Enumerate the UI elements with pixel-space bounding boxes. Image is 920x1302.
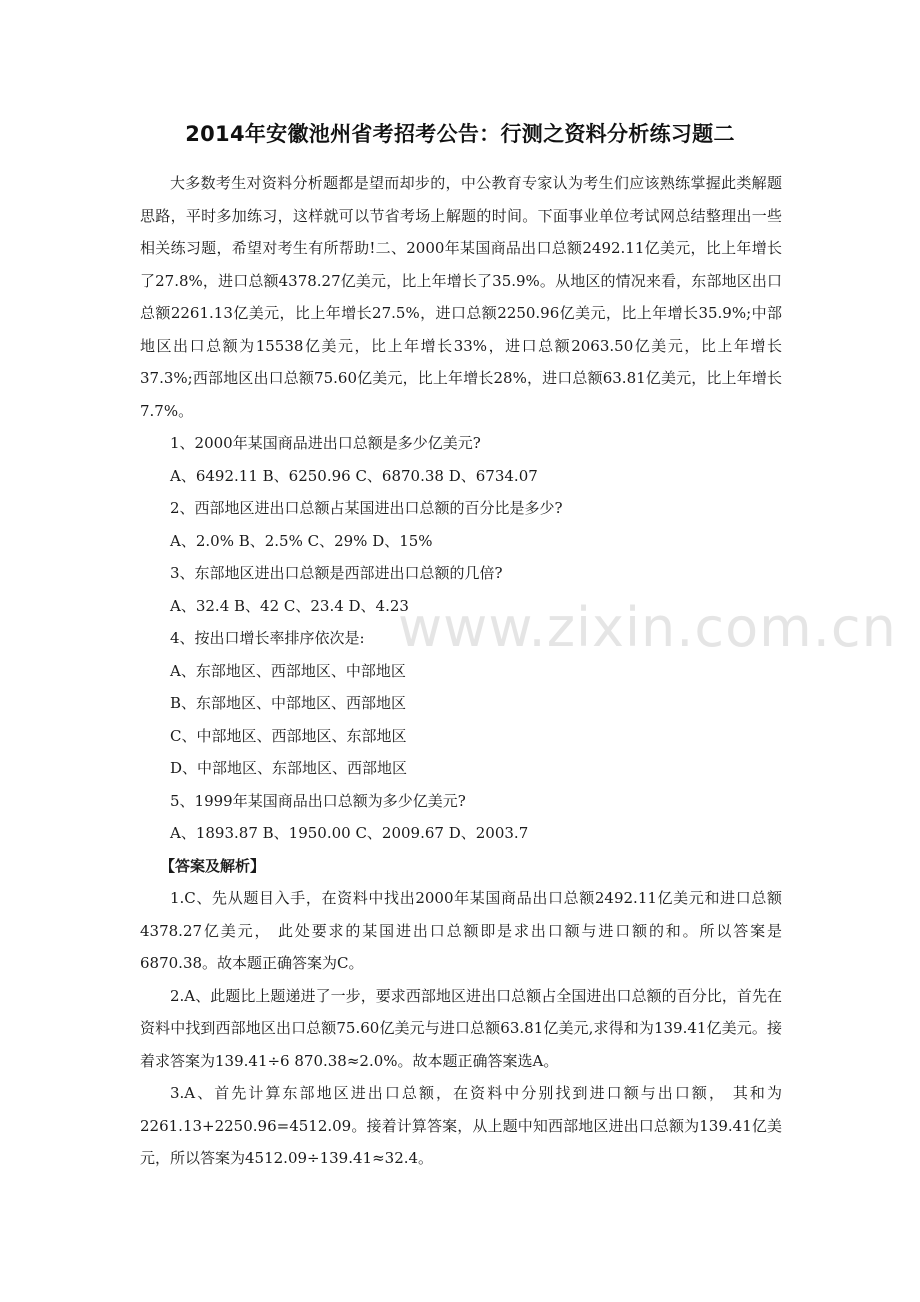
answer-paragraph: 3.A、首先计算东部地区进出口总额，在资料中分别找到进口额与出口额， 其和为2261.13+2250.96=4512.09。接着计算答案，从上题中知西部地区进出口总额为139.41亿美元，所以答案为4512.09÷139.41≈32.4。	[140, 1084, 782, 1167]
option-line: D、中部地区、东部地区、西部地区	[170, 759, 408, 777]
option-line: B、东部地区、中部地区、西部地区	[170, 694, 407, 712]
watermark: www.zixin.com.cn	[398, 596, 897, 659]
answer-heading: 【答案及解析】	[160, 856, 266, 875]
intro-paragraph: 大多数考生对资料分析题都是望而却步的，中公教育专家认为考生们应该熟练掌握此类解题思路，平时多加练习，这样就可以节省考场上解题的时间。下面事业单位考试网总结整理出一些相关练习题，希望对考生有所帮助!二、2000年某国商品出口总额2492.11亿美元，比上年增长了27.8%，进口总额4378.27亿美元，比上年增长了35.9%。从地区的情况来看，东部地区出口总额2261.13亿美元，比上年增长27.5%，进口总额2250.96亿美元，比上年增长35.9%;中部地区出口总额为15538亿美元，比上年增长33%，进口总额2063.50亿美元，比上年增长37.3%;西部地区出口总额75.60亿美元，比上年增长28%，进口总额63.81亿美元，比上年增长7.7%。	[140, 174, 782, 420]
question-line: 5、1999年某国商品出口总额为多少亿美元?	[170, 791, 466, 810]
question-line: 2、西部地区进出口总额占某国进出口总额的百分比是多少?	[170, 499, 563, 517]
question-line: 1、2000年某国商品进出口总额是多少亿美元?	[170, 434, 481, 452]
option-line: A、1893.87 B、1950.00 C、2009.67 D、2003.7	[170, 824, 529, 842]
document-title: 2014年安徽池州省考招考公告：行测之资料分析练习题二	[185, 122, 735, 146]
option-line: A、6492.11 B、6250.96 C、6870.38 D、6734.07	[170, 466, 538, 485]
option-line: A、东部地区、西部地区、中部地区	[170, 661, 406, 680]
option-line: A、2.0% B、2.5% C、29% D、15%	[170, 531, 433, 550]
question-line: 3、东部地区进出口总额是西部进出口总额的几倍?	[170, 564, 503, 582]
option-line: C、中部地区、西部地区、东部地区	[170, 726, 407, 745]
question-line: 4、按出口增长率排序依次是:	[170, 629, 365, 647]
question-list	[140, 427, 782, 850]
answer-paragraph: 1.C、先从题目入手，在资料中找出2000年某国商品出口总额2492.11亿美元和进口总额4378.27亿美元， 此处要求的某国进出口总额即是求出口额与进口额的和。所以答案是6870.38。故本题正确答案为C。	[140, 889, 782, 972]
answer-paragraph: 2.A、此题比上题递进了一步，要求西部地区进出口总额占全国进出口总额的百分比，首先在资料中找到西部地区出口总额75.60亿美元与进口总额63.81亿美元,求得和为139.41亿美元。接着求答案为139.41÷6 870.38≈2.0%。故本题正确答案选A。	[140, 986, 782, 1070]
option-line: A、32.4 B、42 C、23.4 D、4.23	[170, 596, 409, 615]
document-body	[140, 167, 782, 1175]
